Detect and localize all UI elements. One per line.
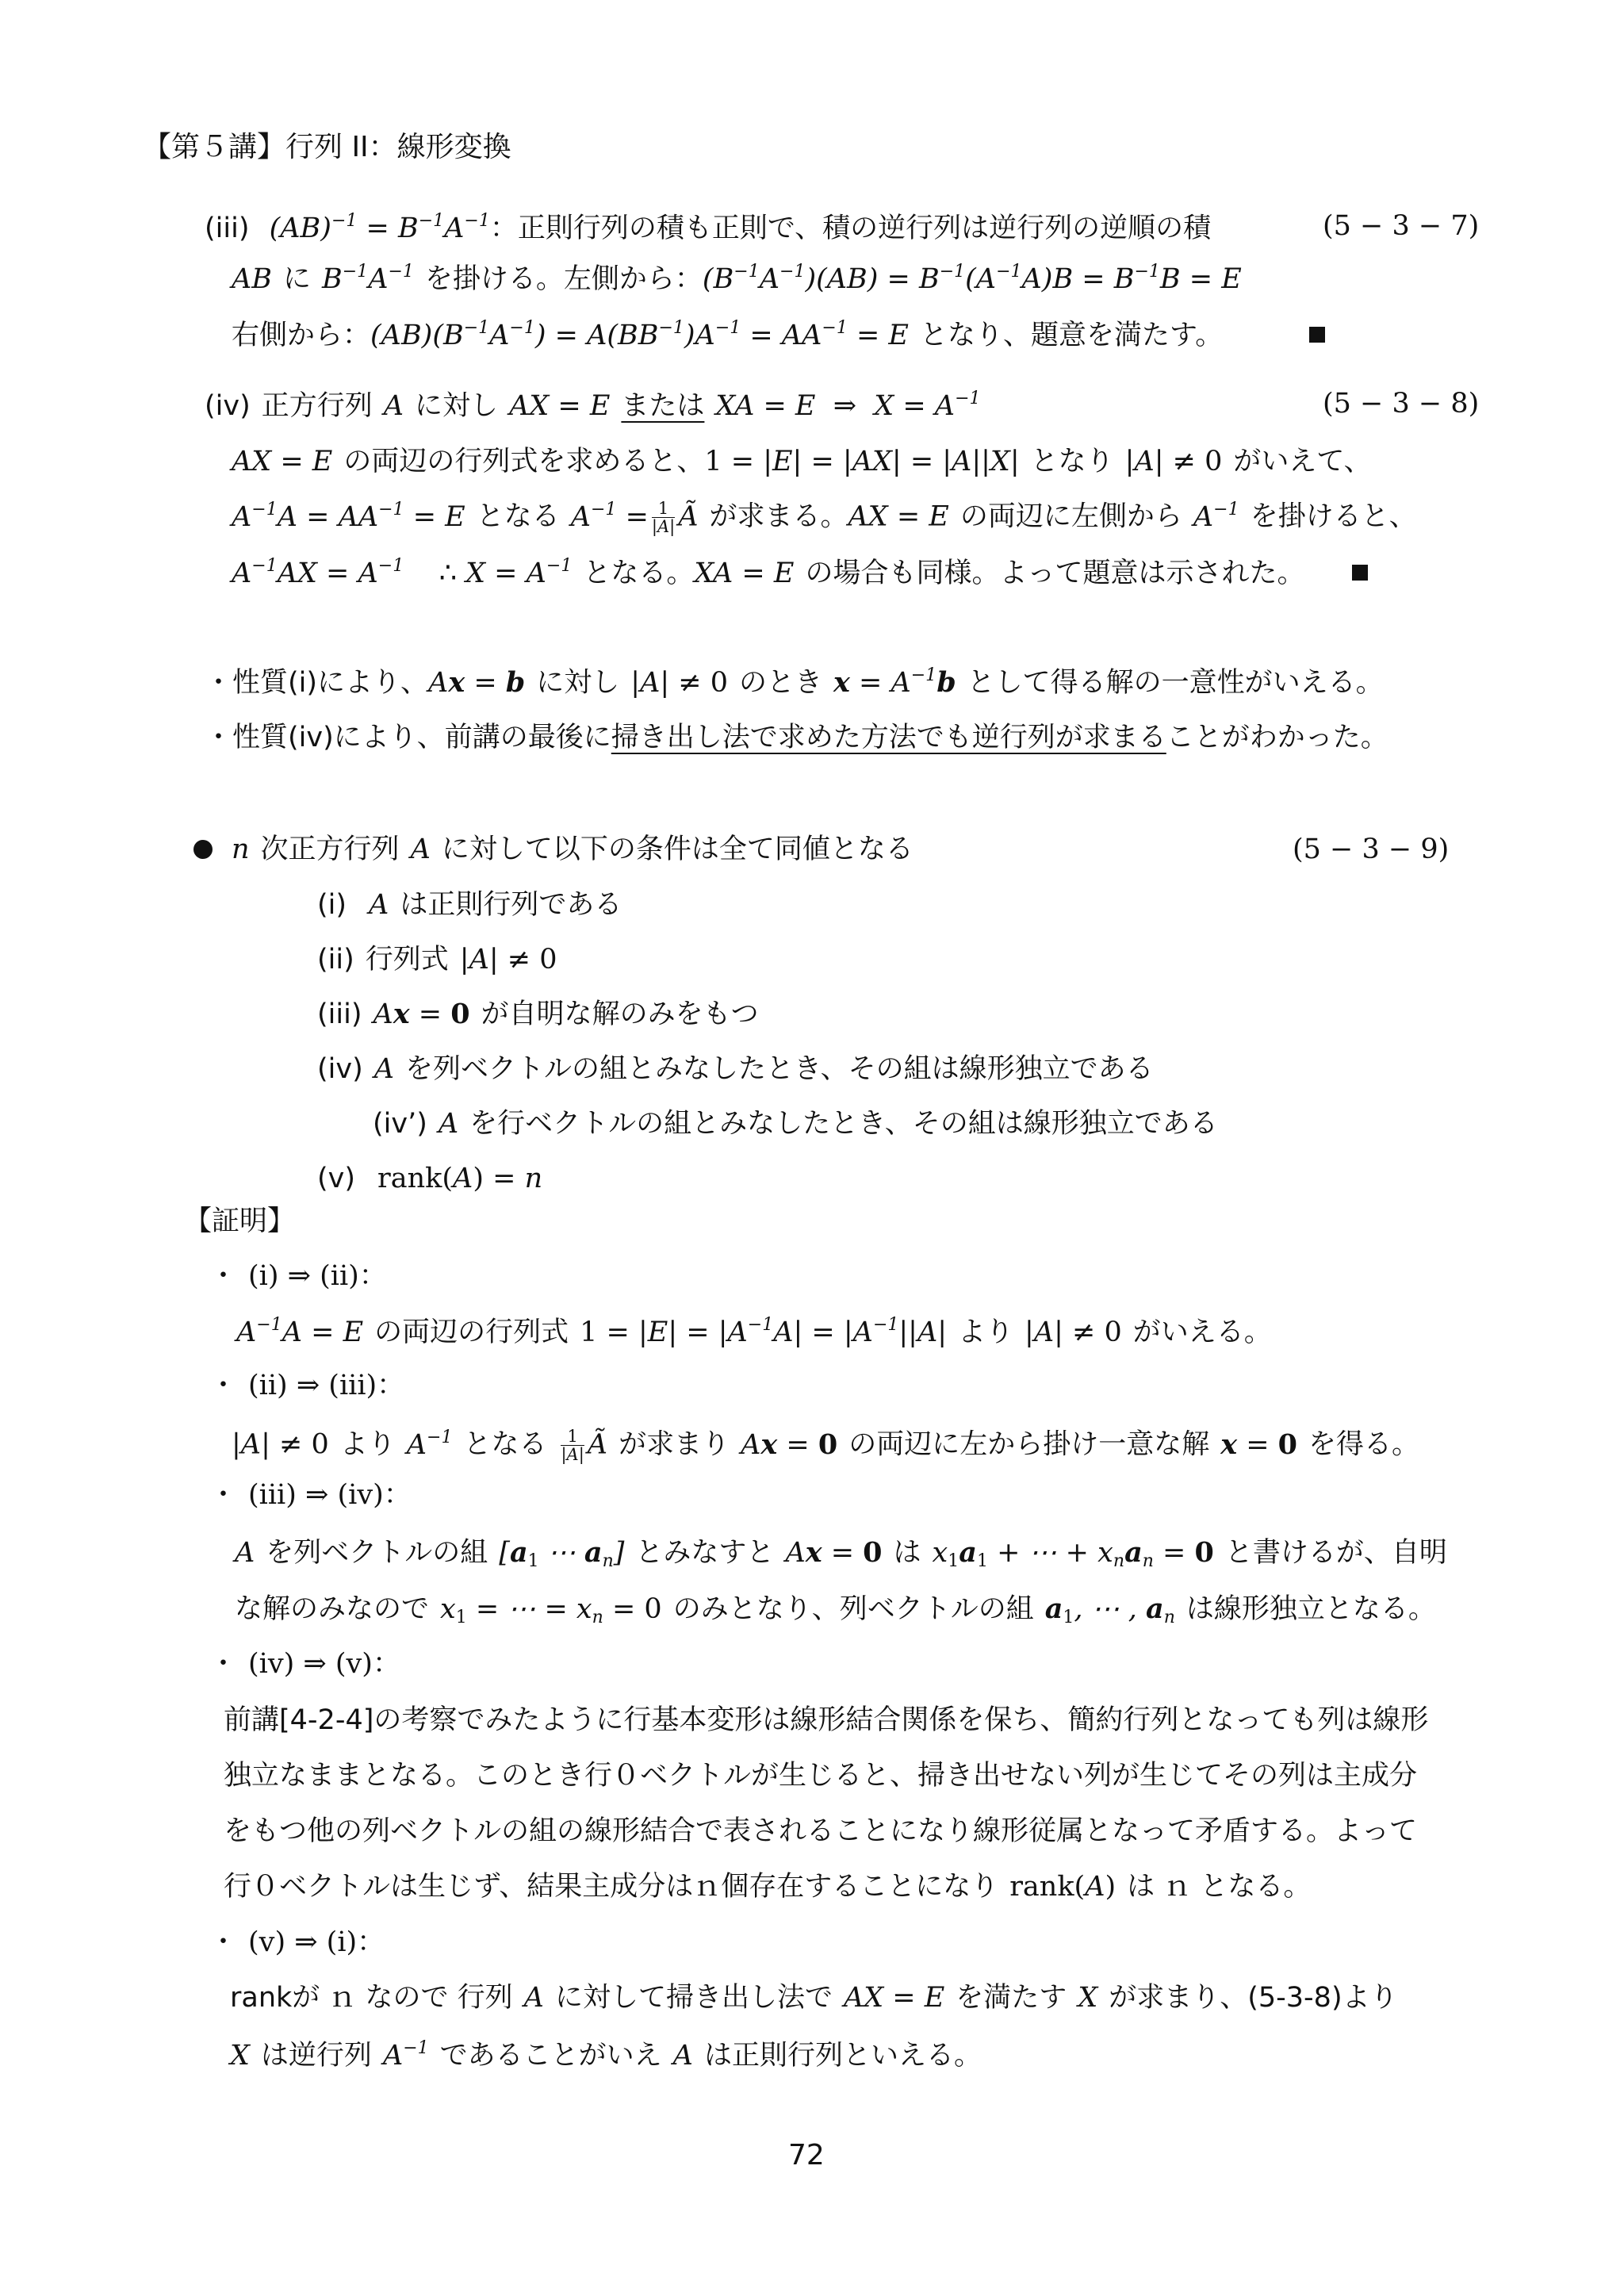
proof-step-4-label: (iv) ⇒ (v)： (248, 1648, 400, 1680)
proof-step-5-text-a: rankが ｎ なので 行列 (230, 1982, 513, 2014)
text-motomaru: が求まる。 (709, 500, 848, 533)
proof-step-1-label: (i) ⇒ (ii)： (248, 1260, 387, 1292)
proof-step-3-text-d: と書けるが、自明 (1224, 1537, 1447, 1569)
proof-step-2-head: ・ (ii) ⇒ (iii)： (209, 1370, 405, 1401)
text-determinant: の両辺の行列式を求めると、 (343, 446, 705, 477)
theorem-equivalent: に対して以下の条件は全て同値となる (441, 834, 914, 865)
text-gaiete: がいえて、 (1233, 446, 1372, 477)
proof-step-2-label: (ii) ⇒ (iii)： (248, 1370, 405, 1401)
proof-step-1-text-a: の両辺の行列式 (374, 1317, 569, 1348)
proof-step-3-text-f: のみとなり、列ベクトルの組 (672, 1593, 1034, 1625)
page-number: 72 (788, 2139, 825, 2171)
equation-number-5-3-7: (5 − 3 − 7) (1323, 210, 1480, 242)
text-square-matrix: 正方行列 (261, 390, 373, 422)
proof-step-1-text-b: より (958, 1317, 1014, 1348)
remark-1-ni-taishi: に対し (536, 667, 620, 699)
condition-ii-label: (ii) (317, 944, 354, 976)
proof-step-5-head: ・ (v) ⇒ (i)： (209, 1926, 385, 1958)
proof-step-4-text-a: 行０ベクトルは生じず、結果主成分はｎ個存在することになり (224, 1871, 999, 1903)
remark-2-text: ・性質(iv)により、前講の最後に (205, 722, 611, 753)
condition-iii-text: が自明な解のみをもつ (481, 999, 759, 1030)
qed-square-icon (1309, 327, 1325, 343)
page-header-title: 【第５講】行列 II：線形変換 (143, 131, 511, 163)
theorem-square-matrix: 次正方行列 (260, 834, 400, 865)
property-iii-statement: ：正則行列の積も正則で、積の逆行列は逆行列の逆順の積 (489, 213, 1212, 244)
condition-iii: (iii) Ax = 0 が自明な解のみをもつ (317, 998, 759, 1030)
condition-v-label: (v) (317, 1163, 356, 1194)
text-right-side: 右側から： (232, 320, 371, 351)
proof-step-3-body-2: な解のみなので $x_1$ = ⋯ = $x_n = 0$ のみとなり、列ベクトルの組 $a_1$, ⋯ , $a_n$ は線形独立となる。 (235, 1593, 1436, 1627)
proof-step-2-text-c: が求まり (619, 1428, 730, 1461)
proof-step-4-text-b: は ｎ となる。 (1127, 1871, 1312, 1903)
proof-step-2-text-d: の両辺に左から掛け一意な解 (848, 1428, 1210, 1461)
property-iv-line3: $A^{-1}A = AA^{-1} = E$ となる $A^{-1}$ = $\frac{1}{|A|}$ Ã が求まる。AX = E の両辺に左側から $A^{-1}$ を掛けると、 (232, 499, 1417, 537)
proof-step-3-label: (iii) ⇒ (iv)： (248, 1479, 412, 1511)
text-for: に対し (415, 390, 499, 422)
proof-step-3-text-b: とみなすと (635, 1537, 775, 1569)
property-iii-line1 (205, 213, 1211, 243)
condition-iii-label: (iii) (317, 999, 362, 1030)
proof-step-1-text-c: がいえる。 (1132, 1317, 1272, 1348)
formula-inverse-product: $(AB)^{-1} = B^{-1}A^{-1}$ (269, 211, 490, 244)
text-similarly: の場合も同様。よって題意は示された。 (805, 558, 1305, 589)
condition-i: (i) A は正則行列である (317, 889, 622, 921)
theorem-bullet-icon (193, 840, 213, 859)
remark-2-underlined: 掃き出し法で求めた方法でも逆行列が求まる (611, 722, 1166, 753)
qed-square-icon (1352, 565, 1368, 581)
fraction-one-over-det: $\frac{1}{|A|}$ (651, 499, 676, 537)
proof-step-3-text-a: を列ベクトルの組 (266, 1537, 488, 1569)
text-tonari: となり (1030, 446, 1114, 477)
proof-step-5-text-b: に対して掃き出し法で (554, 1982, 833, 2014)
condition-i-text: は正則行列である (400, 889, 622, 921)
equation-number-5-3-9: (5 − 3 − 9) (1293, 834, 1450, 865)
property-iv-line1: (iv) 正方行列 A に対し AX = E または XA = E ⇒ $X = A^{-1}$ (205, 389, 981, 422)
remark-2 (205, 724, 1388, 752)
proof-step-2-text-b: となる (463, 1428, 547, 1461)
proof-heading: 【証明】 (184, 1205, 296, 1237)
proof-step-5-text-g: は正則行列といえる。 (703, 2040, 982, 2072)
text-or-underlined: または (621, 390, 705, 422)
text-kakeruto: を掛けると、 (1250, 500, 1417, 533)
property-iv-line4: $A^{-1}AX = A^{-1}$ ∴ $X = A^{-1}$ となる。XA = E の場合も同様。よって題意は示された。 (232, 556, 1305, 589)
condition-iv-text: を列ベクトルの組とみなしたとき、その組は線形独立である (405, 1053, 1154, 1085)
property-iii-line3: 右側から：$(AB)(B^{-1}A^{-1}) = A(BB^{-1})A^{-1} = AA^{-1} = E$ となり、題意を満たす。 (232, 318, 1224, 351)
proof-step-5-text-f: であることがいえ (439, 2040, 662, 2072)
proof-step-5-text-e: は逆行列 (260, 2040, 372, 2072)
text-left-multiply: の両辺に左側から (959, 500, 1182, 533)
proof-step-5-label: (v) ⇒ (i)： (248, 1926, 385, 1958)
condition-ii: (ii) 行列式 |A| ≠ 0 (317, 944, 557, 976)
proof-step-1-head: ・ (i) ⇒ (ii)： (209, 1260, 387, 1292)
text-left-side: を掛ける。左側から： (424, 263, 703, 295)
proof-step-3-text-g: は線形独立となる。 (1185, 1593, 1436, 1625)
proof-step-3-text-c: は (893, 1537, 921, 1569)
fraction-one-over-det: $\frac{1}{|A|}$ (561, 1427, 584, 1465)
theorem-statement: n 次正方行列 A に対して以下の条件は全て同値となる (232, 834, 914, 865)
condition-ii-text: 行列式 (365, 944, 449, 976)
proof-step-4-line-3: をもつ他の列ベクトルの組の線形結合で表されることになり線形従属となって矛盾する。よって (224, 1815, 1418, 1847)
proof-step-3-head: ・ (iii) ⇒ (iv)： (209, 1479, 412, 1511)
condition-iv-label: (iv) (317, 1053, 363, 1085)
condition-v: (v) rank(A) = n (317, 1163, 543, 1194)
proof-step-5-text-c: を満たす (956, 1982, 1067, 2014)
remark-1-notoki: のとき (739, 667, 823, 699)
proof-step-5-line-2: X は逆行列 $A^{-1}$ であることがいえ A は正則行列といえる。 (230, 2038, 982, 2072)
remark-1: ・性質(i)により、Ax = b に対し |A| ≠ 0 のとき $x = A^{-1}b$ として得る解の一意性がいえる。 (205, 665, 1384, 699)
property-iv-label: (iv) (205, 390, 251, 422)
remark-1-uniqueness: として得る解の一意性がいえる。 (967, 667, 1384, 699)
property-iii-line2: AB に $B^{-1}A^{-1}$ を掛ける。左側から：$(B^{-1}A^{-1})(AB) = B^{-1}(A^{-1}A)B = B^{-1}B = E$ (232, 262, 1242, 295)
remark-2-end: ことがわかった。 (1166, 722, 1388, 753)
proof-step-3-text-e: な解のみなので (235, 1593, 430, 1625)
remark-1-text: ・性質(i)により、 (205, 667, 429, 699)
property-iii-label: (iii) (205, 213, 250, 244)
proof-step-1-body: $A^{-1}A = E$ の両辺の行列式 $1 = |E| = |A^{-1}A| = |A^{-1}||A|$ より |A| ≠ 0 がいえる。 (236, 1315, 1272, 1348)
proof-step-4-head: ・ (iv) ⇒ (v)： (209, 1648, 400, 1680)
text-tonaru: となる (476, 500, 560, 533)
condition-i-label: (i) (317, 889, 347, 921)
proof-step-4-line-1: 前講[4-2-4]の考察でみたように行基本変形は線形結合関係を保ち、簡約行列となっても列は線形 (224, 1704, 1429, 1736)
text-tonaru-2: となる。 (583, 558, 695, 589)
proof-step-4-line-4: 行０ベクトルは生じず、結果主成分はｎ個存在することになり rank(A) は ｎ となる。 (224, 1871, 1312, 1903)
property-iv-line2: AX = E の両辺の行列式を求めると、1 = |E| = |AX| = |A||X| となり |A| ≠ 0 がいえて、 (232, 446, 1372, 477)
proof-step-4-line-2: 独立なままとなる。このとき行０ベクトルが生じると、掃き出せない列が生じてその列は主成分 (224, 1760, 1418, 1792)
condition-iv-prime: (iv’) A を行ベクトルの組とみなしたとき、その組は線形独立である (373, 1108, 1218, 1140)
proof-step-2-text-e: を得る。 (1308, 1428, 1420, 1461)
condition-iv: (iv) A を列ベクトルの組とみなしたとき、その組は線形独立である (317, 1053, 1154, 1085)
text-conclusion: となり、題意を満たす。 (920, 320, 1224, 351)
proof-step-5-line-1: rankが ｎ なので 行列 A に対して掃き出し法で AX = E を満たす X が求まり、(5-3-8)より (230, 1982, 1398, 2014)
proof-step-3-body-1: A を列ベクトルの組 [$a_1$ ⋯ $a_n$] とみなすと Ax = 0 は $x_1a_1$ + ⋯ + $x_na_n = 0$ と書けるが、自明 (235, 1536, 1447, 1571)
condition-iv-prime-label: (iv’) (373, 1108, 427, 1140)
equation-number-5-3-8: (5 − 3 − 8) (1323, 388, 1480, 420)
proof-step-2-text-a: より (339, 1428, 396, 1461)
text-ni: に (283, 263, 312, 295)
proof-step-2-body: |A| ≠ 0 より $A^{-1}$ となる $\frac{1}{|A|}$ Ã が求まり Ax = 0 の両辺に左から掛け一意な解 x = 0 を得る。 (232, 1427, 1420, 1465)
condition-iv-prime-text: を行ベクトルの組とみなしたとき、その組は線形独立である (469, 1108, 1218, 1140)
proof-step-5-text-d: が求まり、(5-3-8)より (1109, 1982, 1398, 2014)
